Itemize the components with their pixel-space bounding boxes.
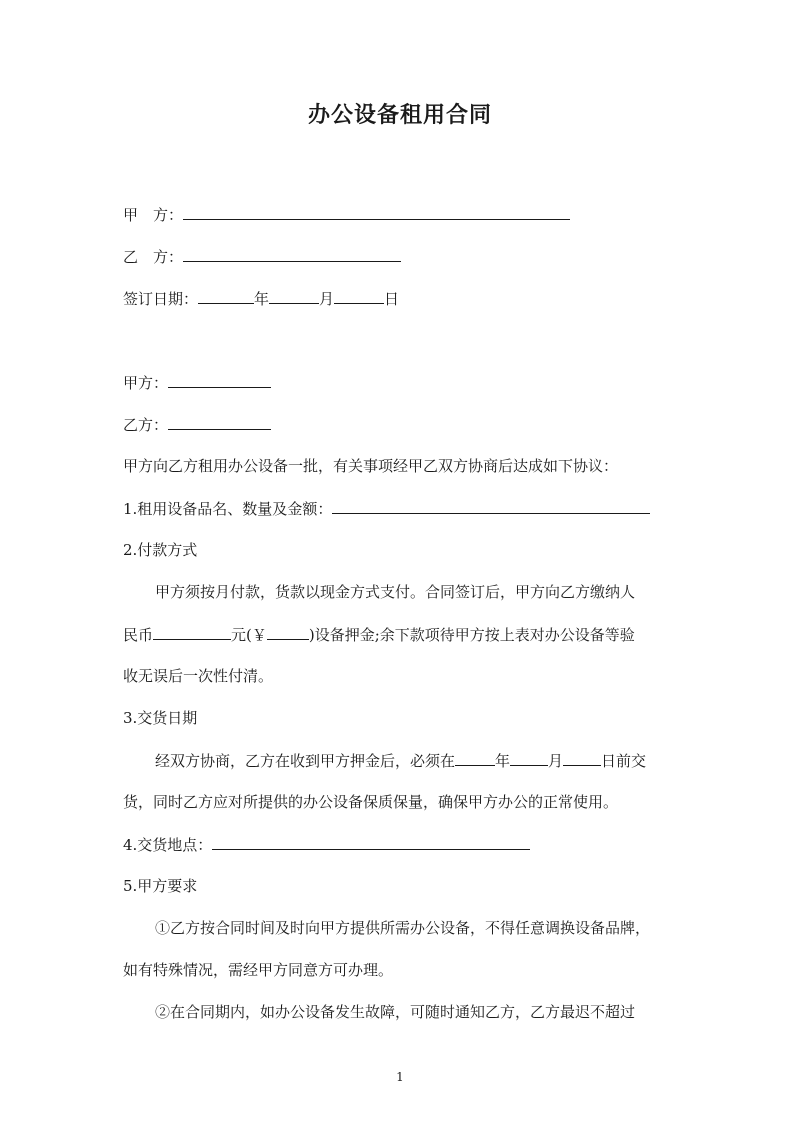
sign-year-blank — [198, 288, 254, 304]
item5-heading: 5.甲方要求 — [123, 877, 198, 895]
page-number: 1 — [396, 1070, 404, 1084]
item2-line3: 收无误后一次性付清。 — [123, 667, 274, 685]
intro-paragraph: 甲方向乙方租用办公设备一批，有关事项经甲乙双方协商后达成如下协议： — [123, 457, 619, 475]
item2-currency-label: 民币 — [123, 626, 154, 644]
item4-label: 4.交货地点： — [123, 836, 213, 854]
item1-line — [123, 498, 650, 519]
document-title: 办公设备租用合同 — [307, 102, 492, 128]
party-b-line — [123, 414, 271, 435]
deposit-words-blank — [153, 624, 231, 640]
sign-year-label: 年 — [254, 290, 270, 308]
item2-line2 — [123, 624, 635, 645]
delivery-year-label: 年 — [495, 752, 511, 770]
item3-line2: 货，同时乙方应对所提供的办公设备保质保量，确保甲方办公的正常使用。 — [123, 793, 619, 811]
sign-date-label: 签订日期： — [123, 290, 199, 308]
item2-deposit-text: )设备押金;余下款项待甲方按上表对办公设备等验 — [308, 626, 635, 644]
sign-month-blank — [269, 288, 319, 304]
delivery-month-blank — [510, 750, 548, 766]
item3-text: 经双方协商，乙方在收到甲方押金后，必须在 — [155, 752, 456, 770]
item1-blank — [332, 498, 650, 514]
sign-day-label: 日 — [384, 290, 400, 308]
party-b-blank — [168, 414, 271, 430]
party-b-header-label: 乙 方： — [123, 248, 184, 266]
delivery-month-label: 月 — [548, 752, 564, 770]
party-b-header-line — [123, 246, 401, 267]
delivery-place-blank — [212, 834, 530, 850]
item4-line — [123, 834, 530, 855]
sign-month-label: 月 — [319, 290, 335, 308]
party-a-label: 甲方： — [123, 374, 169, 392]
sign-day-blank — [334, 288, 384, 304]
item2-heading: 2.付款方式 — [123, 541, 198, 559]
delivery-day-blank — [563, 750, 601, 766]
delivery-year-blank — [455, 750, 495, 766]
party-a-line — [123, 372, 271, 393]
party-b-header-blank — [183, 246, 401, 262]
party-b-label: 乙方： — [123, 416, 169, 434]
item2-yuan-label: 元(￥ — [231, 626, 267, 644]
sign-date-line — [123, 288, 399, 309]
item5-line2: 如有特殊情况，需经甲方同意方可办理。 — [123, 961, 394, 979]
item5-line3: ②在合同期内，如办公设备发生故障，可随时通知乙方，乙方最迟不超过 — [155, 1003, 636, 1021]
item3-heading: 3.交货日期 — [123, 709, 198, 727]
party-a-header-label: 甲 方： — [123, 206, 184, 224]
item1-label: 1.租用设备品名、数量及金额： — [123, 500, 333, 518]
party-a-header-line — [123, 204, 570, 225]
item3-line1 — [155, 750, 646, 771]
deposit-amount-blank — [267, 624, 309, 640]
item2-line1: 甲方须按月付款，货款以现金方式支付。合同签订后，甲方向乙方缴纳人 — [155, 583, 636, 601]
delivery-day-label: 日前交 — [601, 752, 647, 770]
party-a-header-blank — [183, 204, 570, 220]
party-a-blank — [168, 372, 271, 388]
item5-line1: ①乙方按合同时间及时向甲方提供所需办公设备，不得任意调换设备品牌， — [155, 919, 651, 937]
